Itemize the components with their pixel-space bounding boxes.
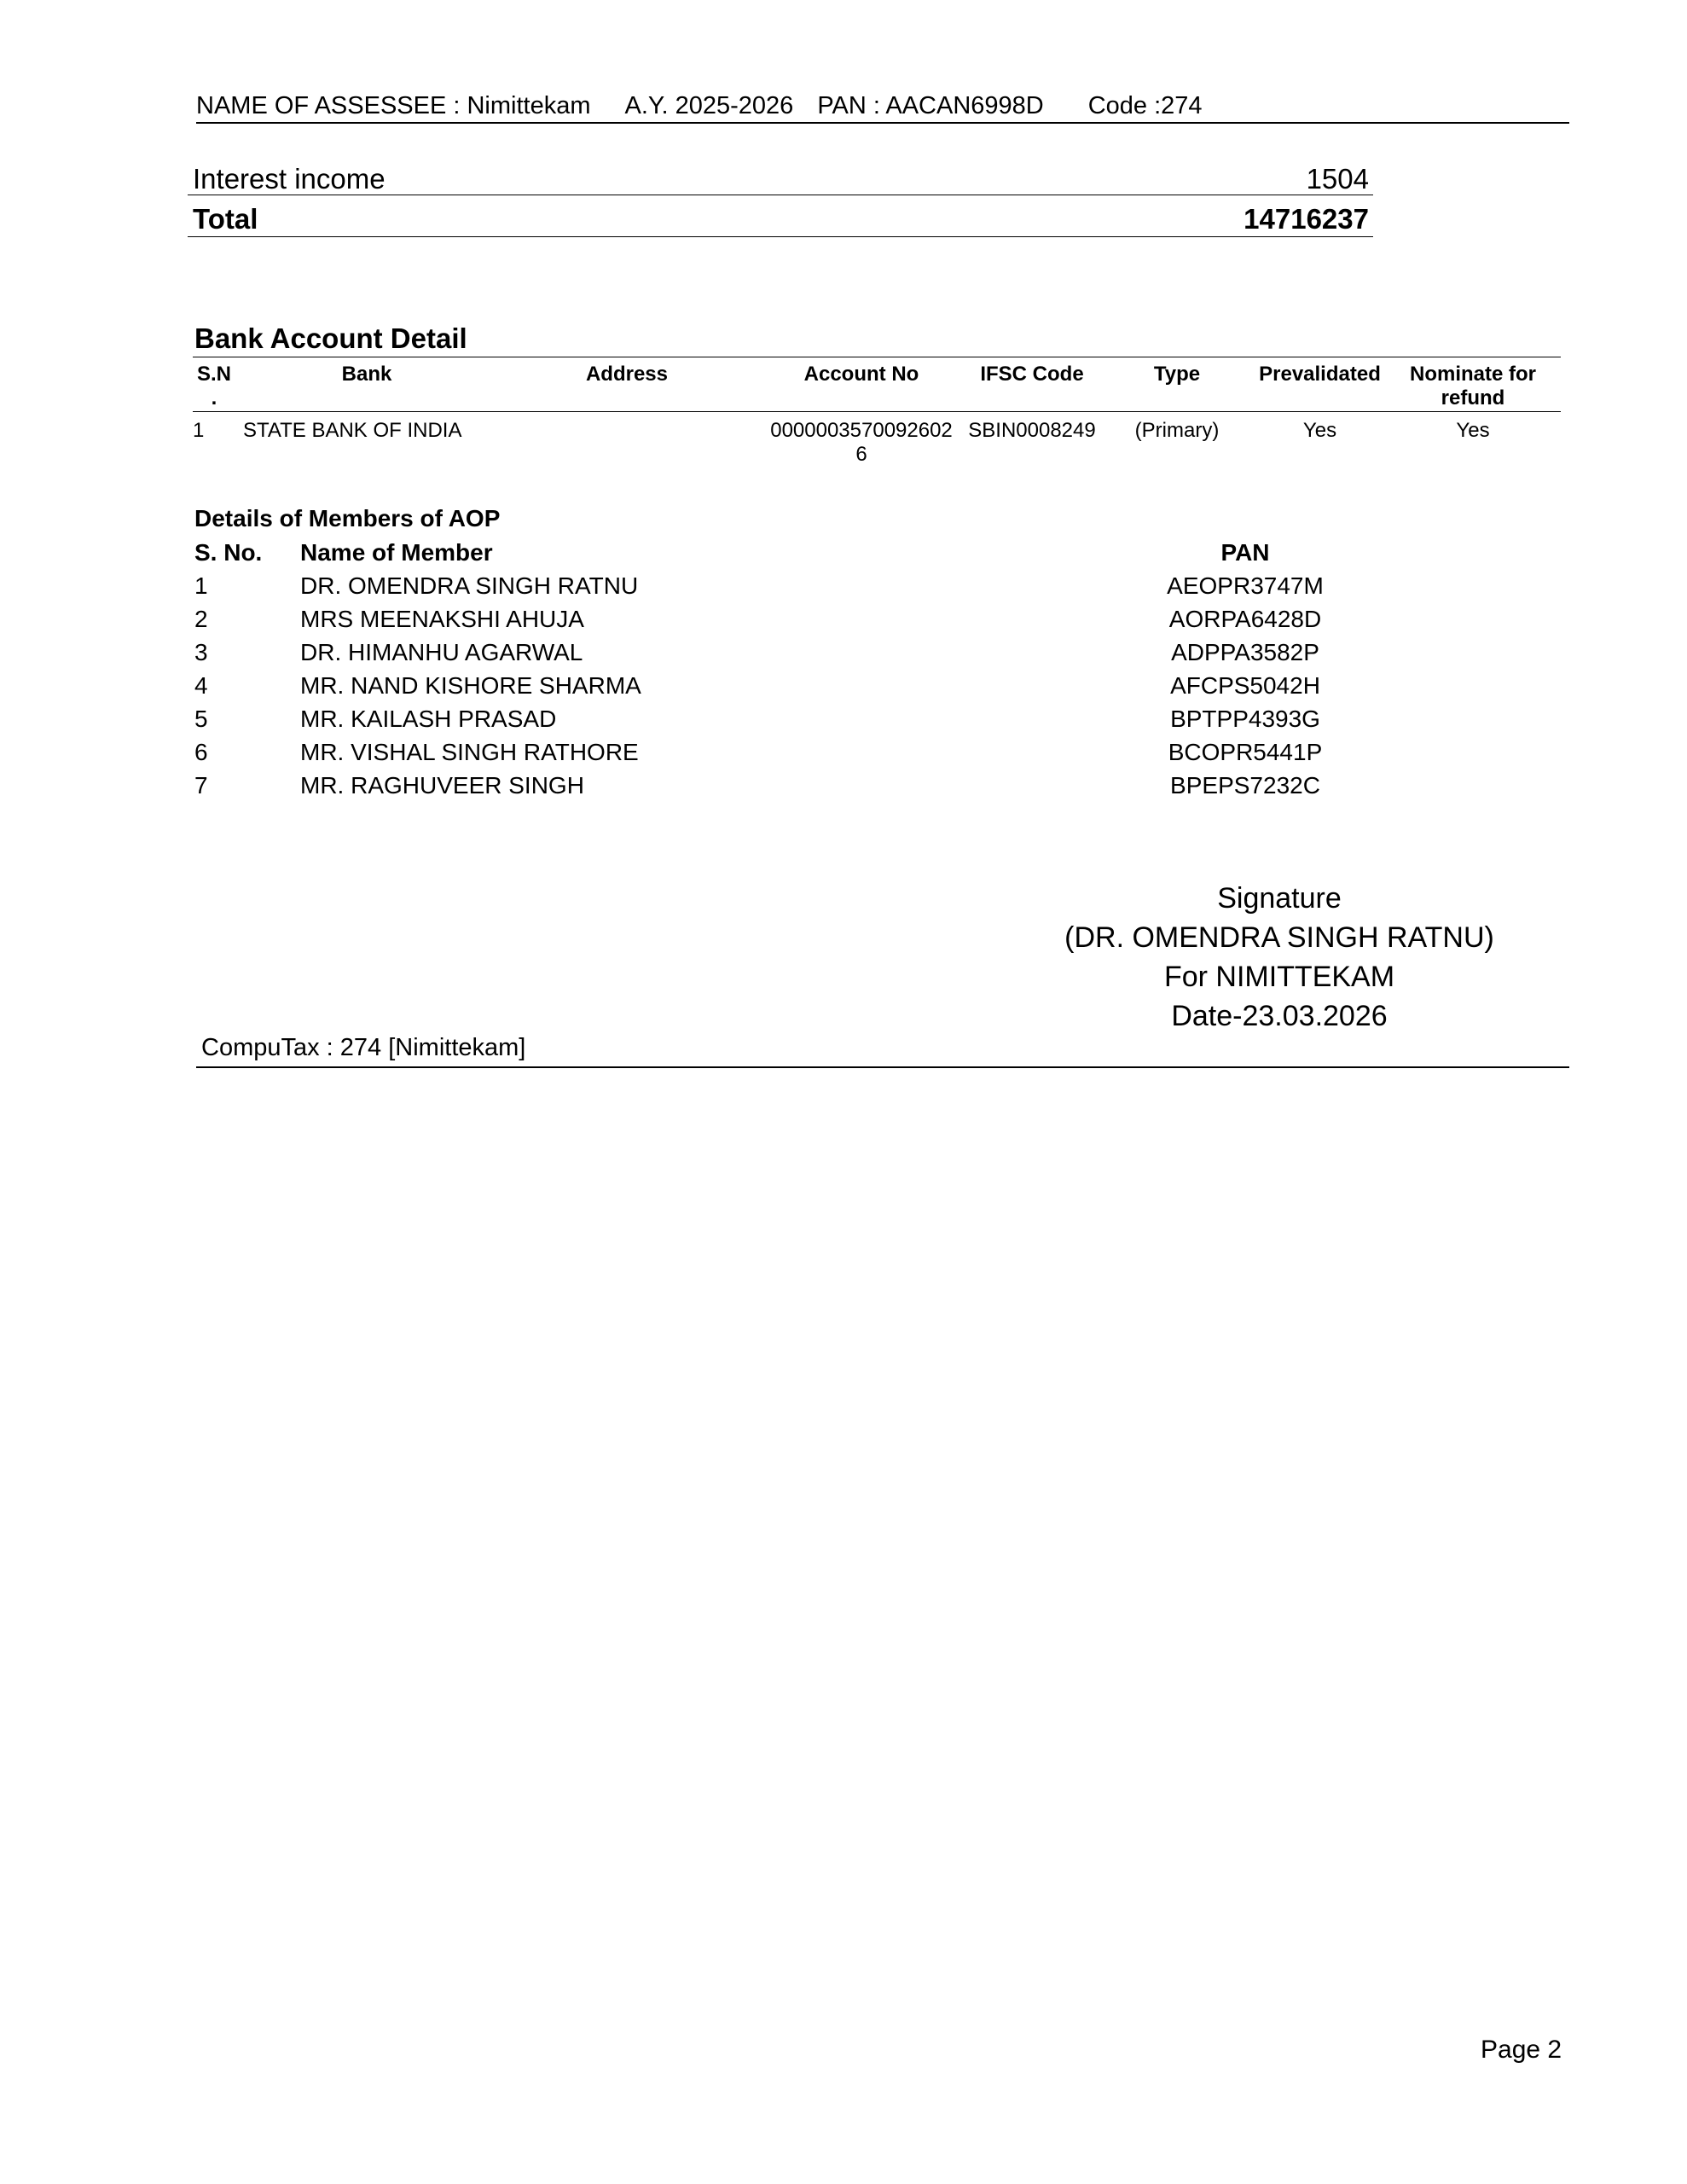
bank-header-account-no: Account No <box>803 363 919 386</box>
bank-cell-sn: 1 <box>193 419 205 442</box>
page-number: Page 2 <box>1481 2036 1562 2064</box>
member-row <box>0 639 1687 672</box>
member-sn: 5 <box>194 706 208 732</box>
bank-cell-type: (Primary) <box>1134 419 1220 442</box>
member-name: DR. HIMANHU AGARWAL <box>300 639 583 665</box>
bank-header-nominate <box>1392 363 1554 410</box>
member-name: MR. VISHAL SINGH RATHORE <box>300 739 639 765</box>
assessee-code: Code :274 <box>1087 92 1203 119</box>
member-row <box>0 772 1687 805</box>
document-header <box>196 92 1569 120</box>
bank-header-bank: Bank <box>341 363 392 386</box>
bank-header-ifsc: IFSC Code <box>980 363 1084 386</box>
header-divider <box>196 122 1569 124</box>
member-row <box>0 572 1687 606</box>
bank-header-sn <box>193 363 235 410</box>
member-sn: 2 <box>194 606 208 632</box>
member-sn: 7 <box>194 772 208 799</box>
bank-cell-prevalidated: Yes <box>1302 419 1337 442</box>
total-label: Total <box>193 203 258 235</box>
bank-cell-bank: STATE BANK OF INDIA <box>243 419 462 442</box>
bank-cell-nominate: Yes <box>1456 419 1490 442</box>
footer-divider <box>196 1066 1569 1068</box>
member-row <box>0 672 1687 706</box>
member-name: MRS MEENAKSHI AHUJA <box>300 606 584 632</box>
members-header-name: Name of Member <box>300 539 493 566</box>
member-sn: 1 <box>194 572 208 599</box>
interest-income-label: Interest income <box>193 163 386 195</box>
bank-header-nominate-line1: Nominate for <box>1409 363 1536 386</box>
member-row <box>0 706 1687 739</box>
member-pan: BPTPP4393G <box>1170 706 1320 732</box>
bank-cell-account-no-line1: 0000003570092602 <box>770 419 953 442</box>
signature-date: Date-23.03.2026 <box>1171 1000 1388 1032</box>
signatory-for: For NIMITTEKAM <box>1163 961 1395 993</box>
bank-cell-ifsc: SBIN0008249 <box>968 419 1096 442</box>
assessment-year: A.Y. 2025-2026 <box>624 92 794 119</box>
members-header-pan: PAN <box>1220 539 1270 566</box>
signatory-name: (DR. OMENDRA SINGH RATNU) <box>1064 921 1494 954</box>
bank-table-header-rule <box>193 411 1561 412</box>
member-sn: 3 <box>194 639 208 665</box>
bank-cell-account-no <box>759 419 964 467</box>
member-pan: BCOPR5441P <box>1168 739 1323 765</box>
member-name: MR. RAGHUVEER SINGH <box>300 772 584 799</box>
bank-header-type: Type <box>1153 363 1201 386</box>
member-pan: AORPA6428D <box>1168 606 1322 632</box>
total-divider <box>188 236 1373 237</box>
member-pan: ADPPA3582P <box>1171 639 1319 665</box>
member-pan: AEOPR3747M <box>1167 572 1324 599</box>
member-sn: 4 <box>194 672 208 699</box>
bank-header-sn-line1: S.N <box>196 363 231 386</box>
bank-header-address: Address <box>585 363 669 386</box>
member-sn: 6 <box>194 739 208 765</box>
member-name: MR. KAILASH PRASAD <box>300 706 557 732</box>
bank-header-prevalidated: Prevalidated <box>1259 363 1381 386</box>
signature-label: Signature <box>1217 882 1342 915</box>
member-pan: AFCPS5042H <box>1170 672 1320 699</box>
member-row <box>0 739 1687 772</box>
member-name: DR. OMENDRA SINGH RATNU <box>300 572 639 599</box>
total-value: 14716237 <box>1244 203 1369 235</box>
members-header-sn: S. No. <box>194 539 263 566</box>
bank-section-title: Bank Account Detail <box>194 322 467 354</box>
interest-income-value: 1504 <box>1306 163 1369 195</box>
member-row <box>0 606 1687 639</box>
member-name: MR. NAND KISHORE SHARMA <box>300 672 641 699</box>
assessee-name: NAME OF ASSESSEE : Nimittekam <box>196 92 591 119</box>
bank-header-nominate-line2: refund <box>1441 386 1505 410</box>
member-pan: BPEPS7232C <box>1170 772 1320 799</box>
members-section-title: Details of Members of AOP <box>194 505 501 531</box>
bank-header-sn-line2: . <box>211 386 217 410</box>
assessee-pan: PAN : AACAN6998D <box>817 92 1044 119</box>
bank-cell-account-no-line2: 6 <box>855 443 867 466</box>
footer-software-label: CompuTax : 274 [Nimittekam] <box>201 1034 526 1061</box>
